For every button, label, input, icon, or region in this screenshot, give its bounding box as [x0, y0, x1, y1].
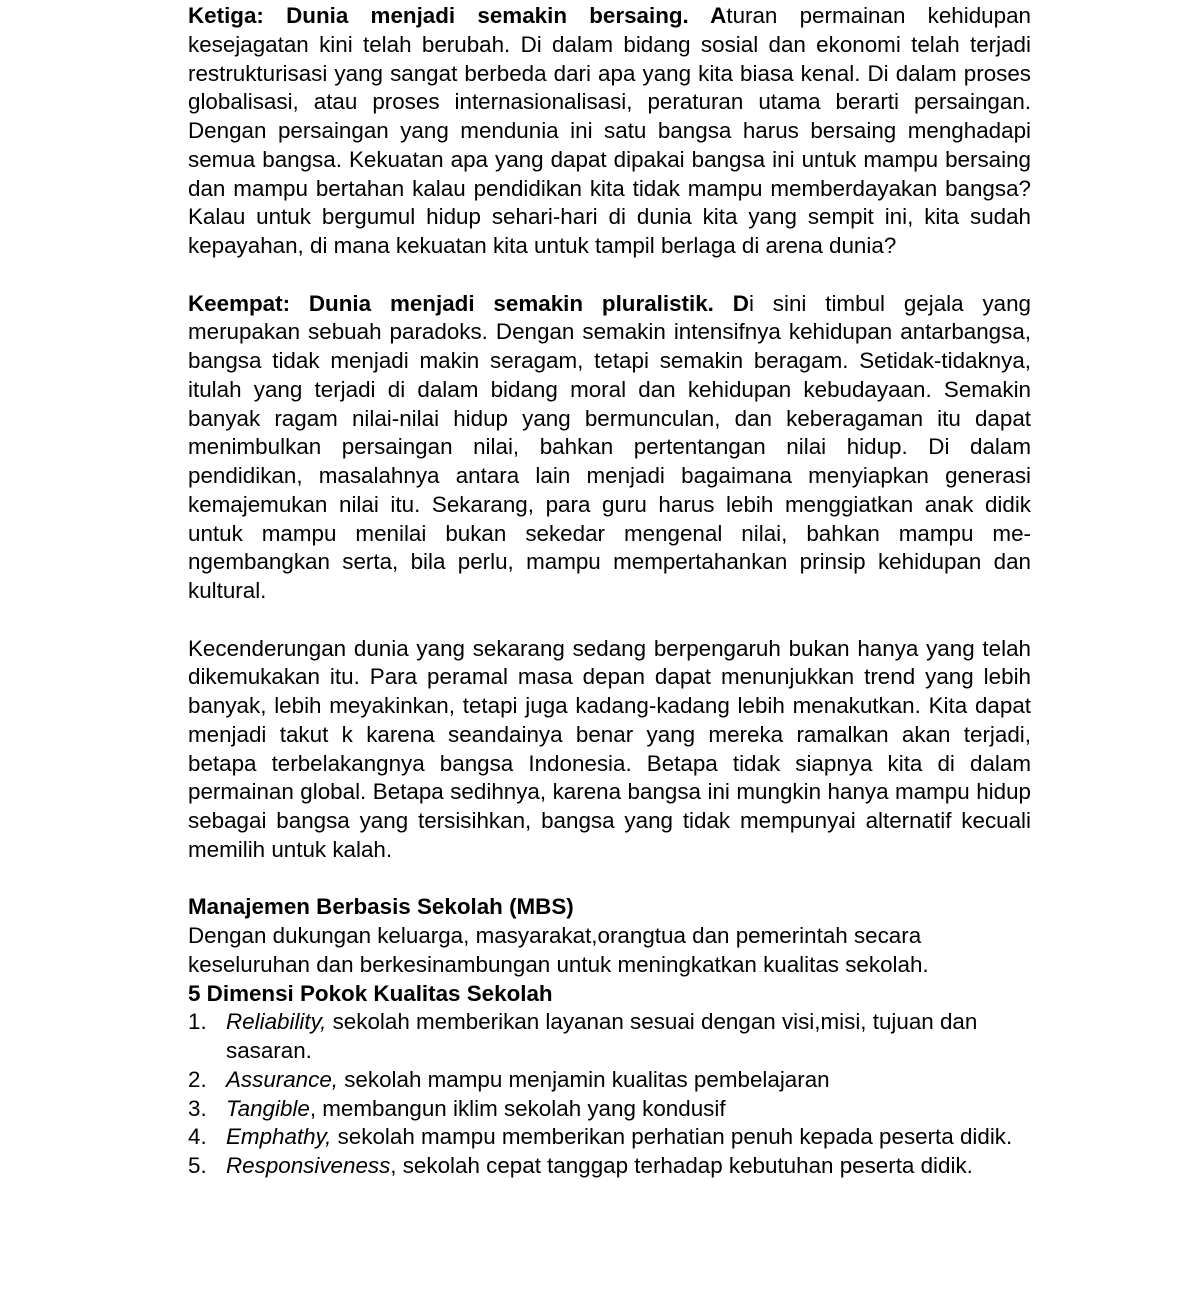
dimension-desc: , sekolah cepat tanggap terhadap kebutuhan peserta didik. — [390, 1153, 973, 1178]
paragraph-body: i sini timbul gejala yang merupakan sebuah paradoks. Dengan semakin intensifnya kehidupan antarbangsa, bangsa tidak menjadi makin seragam, tetapi semakin beragam. Setidak-tidaknya, itulah yang terjadi di dalam bidang moral dan kehidupan kebudayaan. Semakin banyak ragam nilai-nilai hidup yang bermunculan, dan keberagaman itu dapat menimbulkan persaingan nilai, bahkan pertentangan nilai hidup. Di dalam pendidikan, masalahnya antara lain menjadi bagaimana menyiapkan generasi kemajemukan nilai itu. Sekarang, para guru harus lebih menggiatkan anak didik untuk mampu menilai bukan sekedar mengenal nilai, bahkan mampu me-ngembangkan serta, bila perlu, mampu mempertahankan prinsip kehidupan dan kultural. — [188, 290, 1032, 603]
list-number: 3. — [188, 1095, 207, 1121]
list-item — [188, 1123, 1031, 1152]
list-item — [188, 1095, 1031, 1124]
list-number: 2. — [188, 1066, 207, 1092]
dimension-term: Emphathy, — [226, 1124, 332, 1150]
paragraph-kecenderungan — [188, 635, 1031, 865]
dimension-term: Assurance, — [226, 1066, 339, 1092]
paragraph-body: turan permainan kehidupan kesejagatan kini telah berubah. Di dalam bidang sosial dan ekonomi telah terjadi restrukturisasi yang sangat berbeda dari apa yang kita biasa kenal. Di dalam proses globalisasi, atau proses internasionalisasi, peraturan utama berarti persaingan. Dengan persaingan yang mendunia ini satu bangsa harus bersaing menghadapi semua bangsa. Kekuatan apa yang dapat dipakai bangsa ini untuk mampu bersaing dan mampu bertahan kalau pendidikan kita tidak mampu memberdayakan bangsa? Kalau untuk bergumul hidup sehari-hari di dunia kita yang sempit ini, kita sudah kepayahan, di mana kekuatan kita untuk tampil berlaga di arena dunia? — [188, 3, 1031, 258]
mbs-description-line-1: Dengan dukungan keluarga, masyarakat,orangtua dan pemerintah secara — [188, 923, 922, 948]
list-item — [188, 1066, 1031, 1095]
paragraph-ketiga — [188, 2, 1031, 261]
paragraph-body: Kecenderungan dunia yang sekarang sedang berpengaruh bukan hanya yang telah dikemukakan itu. Para peramal masa depan dapat menunjukkan trend yang lebih banyak, lebih meyakinkan, tetapi juga kadang-kadang lebih menakutkan. Kita dapat menjadi takut k karena seandainya benar yang mereka ramalkan akan terjadi, betapa terbelakangnya bangsa Indonesia. Betapa tidak siapnya kita di dalam permainan global. Betapa sedihnya, karena bangsa ini mungkin hanya mampu hidup sebagai bangsa yang tersisihkan, bangsa yang tidak mempunyai alternatif kecuali memilih untuk kalah. — [188, 635, 1031, 862]
document-page — [188, 2, 1031, 1181]
dimension-desc: , membangun iklim sekolah yang kondusif — [309, 1095, 726, 1121]
list-number: 4. — [188, 1124, 207, 1150]
mbs-heading: Manajemen Berbasis Sekolah (MBS) — [188, 894, 574, 920]
dimension-term: Tangible — [226, 1095, 310, 1121]
paragraph-keempat — [188, 290, 1031, 606]
list-number: 5. — [188, 1153, 207, 1178]
paragraph-lead: Ketiga: Dunia menjadi semakin bersaing. A — [188, 3, 727, 28]
dimension-desc: sekolah memberikan layanan sesuai dengan visi,misi, tujuan dan sasaran. — [226, 1009, 978, 1063]
dimension-term: Reliability, — [226, 1009, 327, 1035]
dimensions-heading: 5 Dimensi Pokok Kualitas Sekolah — [188, 980, 553, 1006]
list-number: 1. — [188, 1009, 207, 1035]
dimension-desc: sekolah mampu menjamin kualitas pembelajaran — [338, 1066, 830, 1092]
dimension-term: Responsiveness — [226, 1153, 391, 1178]
paragraph-lead: Keempat: Dunia menjadi semakin pluralistik. D — [188, 290, 749, 316]
dimensions-list — [188, 1008, 1031, 1181]
dimension-desc: sekolah mampu memberikan perhatian penuh kepada peserta didik. — [331, 1124, 1013, 1150]
list-item — [188, 1152, 1031, 1181]
list-item — [188, 1008, 1031, 1066]
mbs-description-line-2: keseluruhan dan berkesinambungan untuk meningkatkan kualitas sekolah. — [188, 951, 929, 977]
